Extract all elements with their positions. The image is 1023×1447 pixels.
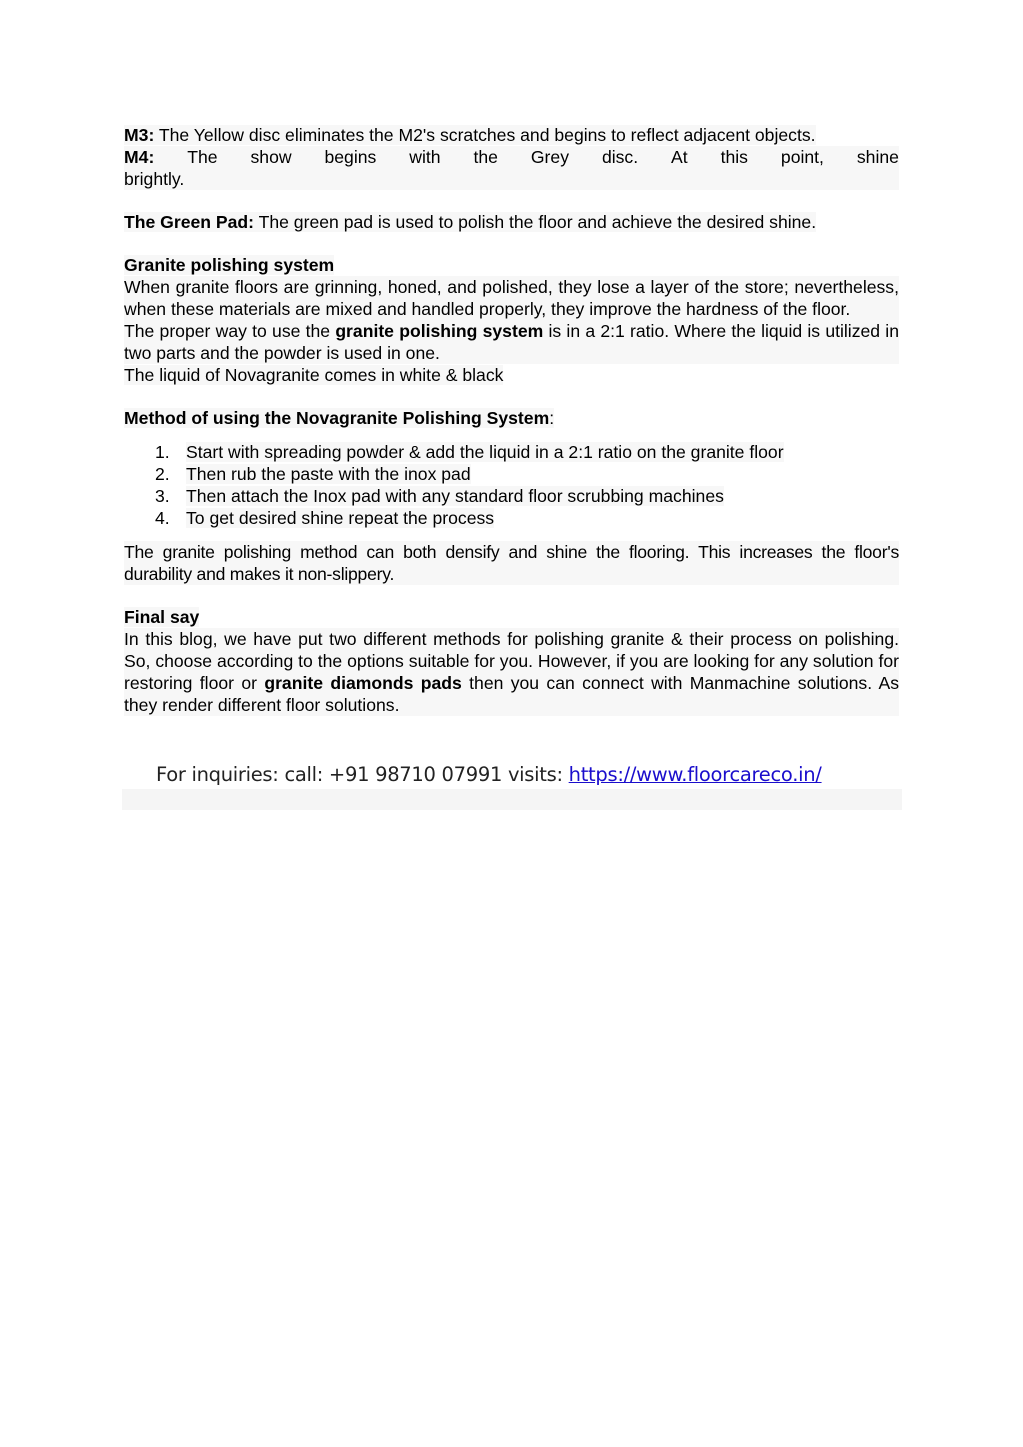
m4-word: the — [473, 147, 498, 167]
green-pad-label: The Green Pad: — [124, 212, 255, 232]
green-pad-text: The green pad is used to polish the floor and achieve the desired shine. — [254, 212, 817, 232]
m4-word: The — [187, 147, 218, 167]
m4-line-2: brightly. — [124, 169, 185, 189]
final-say-heading-text: Final say — [124, 607, 200, 627]
list-item-number: 2. — [155, 464, 170, 484]
final-say-before: In this blog, we have put two different methods for polishing granite & their process on polishing. So, choose according to the options suitable for you. However, if you are looking for any solution for restoring floor or — [124, 629, 899, 693]
list-item — [124, 441, 899, 463]
m4-paragraph — [124, 146, 899, 190]
list-item-text: Then rub the paste with the inox pad — [186, 464, 471, 484]
m3-label: M3: — [124, 125, 155, 145]
final-say-paragraph — [124, 628, 899, 716]
m4-word: point, — [780, 147, 824, 167]
spacer — [124, 190, 414, 211]
final-say-heading — [124, 606, 899, 628]
granite-system-para3 — [124, 364, 899, 386]
m4-word: disc. — [601, 147, 639, 167]
spacer — [124, 386, 899, 407]
website-link[interactable]: https://www.floorcareco.in/ — [568, 763, 822, 786]
final-say-bold: granite diamonds pads — [264, 673, 462, 693]
inquiry-footer — [122, 760, 902, 810]
inquiry-text: For inquiries: call: +91 98710 07991 visits: — [156, 763, 569, 786]
list-item-number: 1. — [155, 442, 170, 462]
list-item — [124, 485, 899, 507]
spacer — [124, 585, 899, 606]
granite-system-para2 — [124, 320, 899, 364]
list-item — [124, 463, 899, 485]
m3-text: The Yellow disc eliminates the M2's scratches and begins to reflect adjacent objects. — [154, 125, 816, 145]
shaded-bar — [122, 789, 902, 810]
spacer — [124, 233, 899, 254]
granite-system-para2-before: The proper way to use the — [124, 321, 336, 341]
list-item-text: Start with spreading powder & add the liquid in a 2:1 ratio on the granite floor — [186, 442, 784, 462]
method-summary: The granite polishing method can both densify and shine the flooring. This increases the floor's durability and makes it non-slippery. — [124, 542, 899, 584]
document-body — [124, 124, 899, 716]
method-heading-suffix: : — [549, 408, 555, 428]
granite-system-para2-bold: granite polishing system — [335, 321, 544, 341]
m3-paragraph — [124, 124, 899, 146]
m4-word: Grey — [530, 147, 570, 167]
list-item-number: 3. — [155, 486, 170, 506]
granite-system-para1: When granite floors are grinning, honed, and polished, they lose a layer of the store; nevertheless, when these materials are mixed and handled properly, they improve the hardness of the floor. — [124, 277, 899, 319]
granite-system-para3-text: The liquid of Novagranite comes in white & black — [124, 365, 504, 385]
granite-system-heading-text: Granite polishing system — [124, 255, 335, 275]
list-item-number: 4. — [155, 508, 170, 528]
final-say-after: then you can connect with Manmachine solutions. As they render different floor solutions. — [124, 673, 899, 715]
green-pad-paragraph — [124, 211, 899, 233]
m4-word: shine — [856, 147, 899, 167]
granite-system-para2-after: is in a 2:1 ratio. Where the liquid is utilized in two parts and the powder is used in one. — [124, 321, 899, 363]
granite-system-heading — [124, 254, 899, 276]
inquiry-line — [156, 763, 822, 786]
m4-word: show — [250, 147, 292, 167]
m4-word: this — [720, 147, 748, 167]
m4-word: with — [409, 147, 441, 167]
method-heading — [124, 407, 899, 429]
m4-word: At — [671, 147, 688, 167]
m4-label: M4: — [124, 147, 155, 167]
list-item-text: Then attach the Inox pad with any standard floor scrubbing machines — [186, 486, 724, 506]
method-steps-list — [124, 441, 899, 529]
method-heading-text: Method of using the Novagranite Polishing System — [124, 408, 550, 428]
m4-line — [124, 146, 899, 168]
list-item — [124, 507, 899, 529]
m4-word: begins — [324, 147, 377, 167]
list-item-text: To get desired shine repeat the process — [186, 508, 495, 528]
